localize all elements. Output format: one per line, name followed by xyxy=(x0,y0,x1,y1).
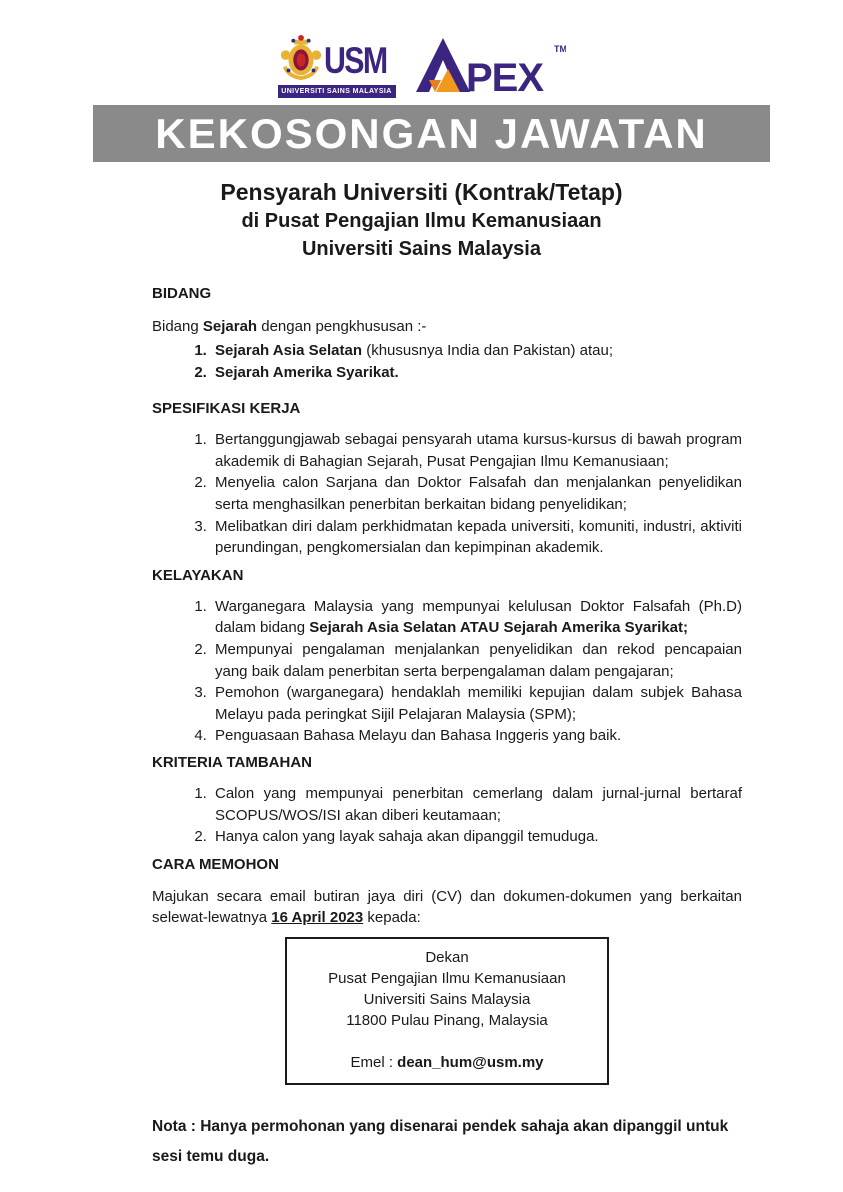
banner-title: KEKOSONGAN JAWATAN xyxy=(155,109,708,157)
logo-row xyxy=(0,0,843,100)
email-address: dean_hum@usm.my xyxy=(397,1053,544,1071)
list-item: 2. Mempunyai pengalaman menjalankan penyelidikan dan rekod pencapaian yang baik dalam penerbitan serta berpengalaman dalam pengajaran; xyxy=(211,639,742,682)
deadline-date: 16 April 2023 xyxy=(271,908,364,926)
vacancy-banner xyxy=(93,105,770,162)
usm-crest-icon xyxy=(278,34,324,87)
list-item: 3. Melibatkan diri dalam perkhidmatan kepada universiti, komuniti, industri, aktiviti perundingan, pengkomersialan dan kepimpinan akademik. xyxy=(211,516,742,559)
position-title: Pensyarah Universiti (Kontrak/Tetap) xyxy=(220,179,623,205)
list-item: 4. Penguasaan Bahasa Melayu dan Bahasa Inggeris yang baik. xyxy=(211,725,742,747)
list-item: 1. Bertanggungjawab sebagai pensyarah utama kursus-kursus di bawah program akademik di Bahagian Sejarah, Pusat Pengajian Ilmu Kemanusiaan; xyxy=(211,429,742,472)
email-label: Emel : xyxy=(350,1053,398,1071)
kelayakan-list xyxy=(152,596,742,747)
usm-caption: UNIVERSITI SAINS MALAYSIA xyxy=(281,88,392,95)
flyer-body xyxy=(0,285,843,1172)
address-line: Universiti Sains Malaysia xyxy=(363,990,531,1008)
usm-caption-bar xyxy=(278,85,396,98)
address-line: 11800 Pulau Pinang, Malaysia xyxy=(346,1011,548,1029)
section-heading-kelayakan: KELAYAKAN xyxy=(152,566,244,584)
email-line xyxy=(287,1052,607,1073)
list-item: 1. Calon yang mempunyai penerbitan cemerlang dalam jurnal-jurnal bertaraf SCOPUS/WOS/ISI akan diberi keutamaan; xyxy=(211,783,742,826)
section-heading-spesifikasi: SPESIFIKASI KERJA xyxy=(152,400,301,418)
section-heading-cara: CARA MEMOHON xyxy=(152,855,279,873)
list-item: 2. Sejarah Amerika Syarikat. xyxy=(211,362,742,384)
usm-logo xyxy=(278,36,396,98)
list-item: 3. Pemohon (warganegara) hendaklah memiliki kepujian dalam subjek Bahasa Melayu pada peringkat Sijil Pelajaran Malaysia (SPM); xyxy=(211,682,742,725)
bidang-list xyxy=(152,340,742,383)
list-item: 2. Menyelia calon Sarjana dan Doktor Falsafah dan menjalankan penyelidikan serta menghasilkan penerbitan berkaitan bidang penyelidikan; xyxy=(211,472,742,515)
address-spacer xyxy=(287,1031,607,1052)
apex-trademark: TM xyxy=(553,44,566,54)
kriteria-list xyxy=(152,783,742,848)
spesifikasi-list xyxy=(152,429,742,559)
cara-paragraph: Majukan secara email butiran jaya diri (CV) dan dokumen-dokumen yang berkaitan selewat-lewatnya 16 April 2023 kepada: xyxy=(152,887,742,926)
list-item: 2. Hanya calon yang layak sahaja akan dipanggil temuduga. xyxy=(211,826,742,848)
list-item: 1. Sejarah Asia Selatan (khususnya India dan Pakistan) atau; xyxy=(211,340,742,362)
department-line: di Pusat Pengajian Ilmu Kemanusiaan xyxy=(241,210,602,232)
list-item: 1. Warganegara Malaysia yang mempunyai kelulusan Doktor Falsafah (Ph.D) dalam bidang Sejarah Asia Selatan ATAU Sejarah Amerika Syarikat; xyxy=(211,596,742,639)
title-block xyxy=(0,177,843,263)
apex-wordmark: PEX xyxy=(465,56,543,98)
address-box xyxy=(285,937,609,1085)
section-heading-kriteria: KRITERIA TAMBAHAN xyxy=(152,753,312,771)
apex-logo xyxy=(416,36,566,98)
address-line: Dekan xyxy=(425,948,469,966)
bidang-intro: Bidang Sejarah dengan pengkhususan :- xyxy=(152,318,427,335)
usm-logo-top xyxy=(278,36,396,84)
nota-line: Nota : Hanya permohonan yang disenarai pendek sahaja akan dipanggil untuk sesi temu duga. xyxy=(152,1117,729,1165)
usm-acronym: USM xyxy=(323,39,387,81)
university-line: Universiti Sains Malaysia xyxy=(301,238,541,260)
address-line: Pusat Pengajian Ilmu Kemanusiaan xyxy=(328,969,566,987)
section-heading-bidang: BIDANG xyxy=(152,285,212,302)
